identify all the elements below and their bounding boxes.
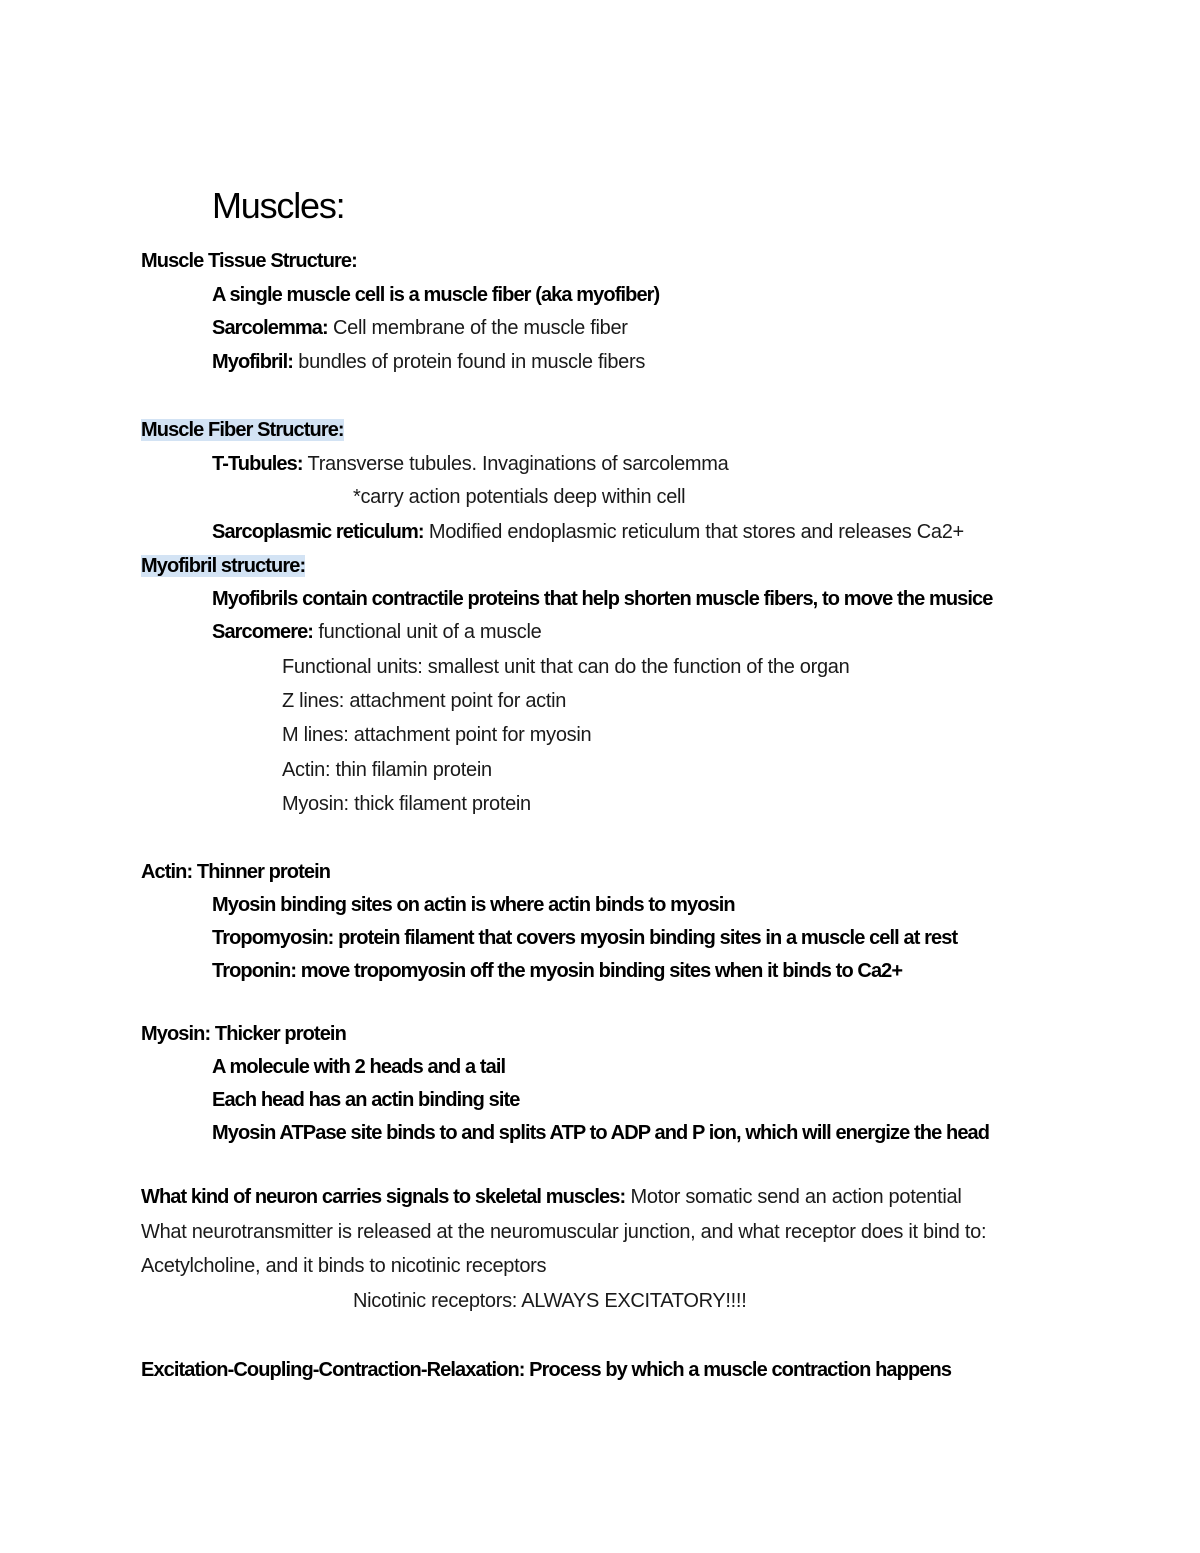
sarcomere-subitem: Z lines: attachment point for actin bbox=[282, 690, 567, 712]
term-sarcolemma: Sarcolemma: bbox=[212, 317, 328, 339]
fiber-line-sarcoplasmic-reticulum bbox=[212, 519, 964, 545]
term-ttubules: T-Tubules: bbox=[212, 453, 303, 475]
neuron-answer: Motor somatic send an action potential bbox=[625, 1186, 962, 1208]
sarcomere-subitem: M lines: attachment point for myosin bbox=[282, 724, 592, 746]
fiber-line-ttubules bbox=[212, 451, 728, 477]
sarcomere-subitem: Functional units: smallest unit that can do the function of the organ bbox=[282, 656, 850, 678]
actin-item: Tropomyosin: protein filament that covers myosin binding sites in a muscle cell at rest bbox=[212, 927, 958, 949]
tissue-line-myofibril bbox=[212, 349, 645, 375]
actin-item: Troponin: move tropomyosin off the myosin binding sites when it binds to Ca2+ bbox=[212, 960, 903, 982]
myosin-item: A molecule with 2 heads and a tail bbox=[212, 1056, 506, 1078]
definition-ttubules: Transverse tubules. Invaginations of sarcolemma bbox=[302, 453, 729, 475]
fiber-note-ttubules: *carry action potentials deep within cell bbox=[353, 486, 686, 508]
myofibril-line-proteins: Myofibrils contain contractile proteins that help shorten muscle fibers, to move the musice bbox=[212, 588, 993, 610]
nicotinic-note: Nicotinic receptors: ALWAYS EXCITATORY!!!! bbox=[353, 1290, 747, 1312]
myosin-item: Myosin ATPase site binds to and splits ATP to ADP and P ion, which will energize the head bbox=[212, 1122, 990, 1144]
definition-myofibril: bundles of protein found in muscle fibers bbox=[293, 351, 646, 373]
section-heading-ecc: Excitation-Coupling-Contraction-Relaxation: Process by which a muscle contraction happens bbox=[141, 1359, 952, 1381]
page-title: Muscles: bbox=[212, 185, 345, 226]
neuron-question: What kind of neuron carries signals to skeletal muscles: bbox=[141, 1186, 626, 1208]
section-heading-actin: Actin: Thinner protein bbox=[141, 861, 331, 883]
term-sarcoplasmic-reticulum: Sarcoplasmic reticulum: bbox=[212, 521, 424, 543]
section-heading-muscle-tissue: Muscle Tissue Structure: bbox=[141, 250, 357, 272]
sarcomere-subitem: Actin: thin filamin protein bbox=[282, 759, 492, 781]
neurotransmitter-question: What neurotransmitter is released at the neuromuscular junction, and what receptor does it bind to: bbox=[141, 1221, 987, 1243]
section-heading-myosin: Myosin: Thicker protein bbox=[141, 1023, 346, 1045]
section-heading-myofibril bbox=[141, 553, 305, 579]
term-myofibril: Myofibril: bbox=[212, 351, 293, 373]
sarcomere-subitem: Myosin: thick filament protein bbox=[282, 793, 531, 815]
tissue-line-sarcolemma bbox=[212, 315, 628, 341]
definition-sarcolemma: Cell membrane of the muscle fiber bbox=[327, 317, 628, 339]
myosin-item: Each head has an actin binding site bbox=[212, 1089, 520, 1111]
neuron-line-question bbox=[141, 1184, 961, 1210]
term-sarcomere: Sarcomere: bbox=[212, 621, 314, 643]
actin-item: Myosin binding sites on actin is where actin binds to myosin bbox=[212, 894, 735, 916]
myofibril-line-sarcomere bbox=[212, 619, 541, 645]
highlight-myofibril: Myofibril structure: bbox=[141, 555, 306, 577]
highlight-muscle-fiber: Muscle Fiber Structure: bbox=[141, 419, 344, 441]
definition-sarcomere: functional unit of a muscle bbox=[313, 621, 542, 643]
tissue-line-fiber: A single muscle cell is a muscle fiber (aka myofiber) bbox=[212, 284, 660, 306]
neurotransmitter-answer: Acetylcholine, and it binds to nicotinic receptors bbox=[141, 1255, 547, 1277]
definition-sarcoplasmic-reticulum: Modified endoplasmic reticulum that stores and releases Ca2+ bbox=[423, 521, 964, 543]
section-heading-muscle-fiber bbox=[141, 417, 344, 443]
